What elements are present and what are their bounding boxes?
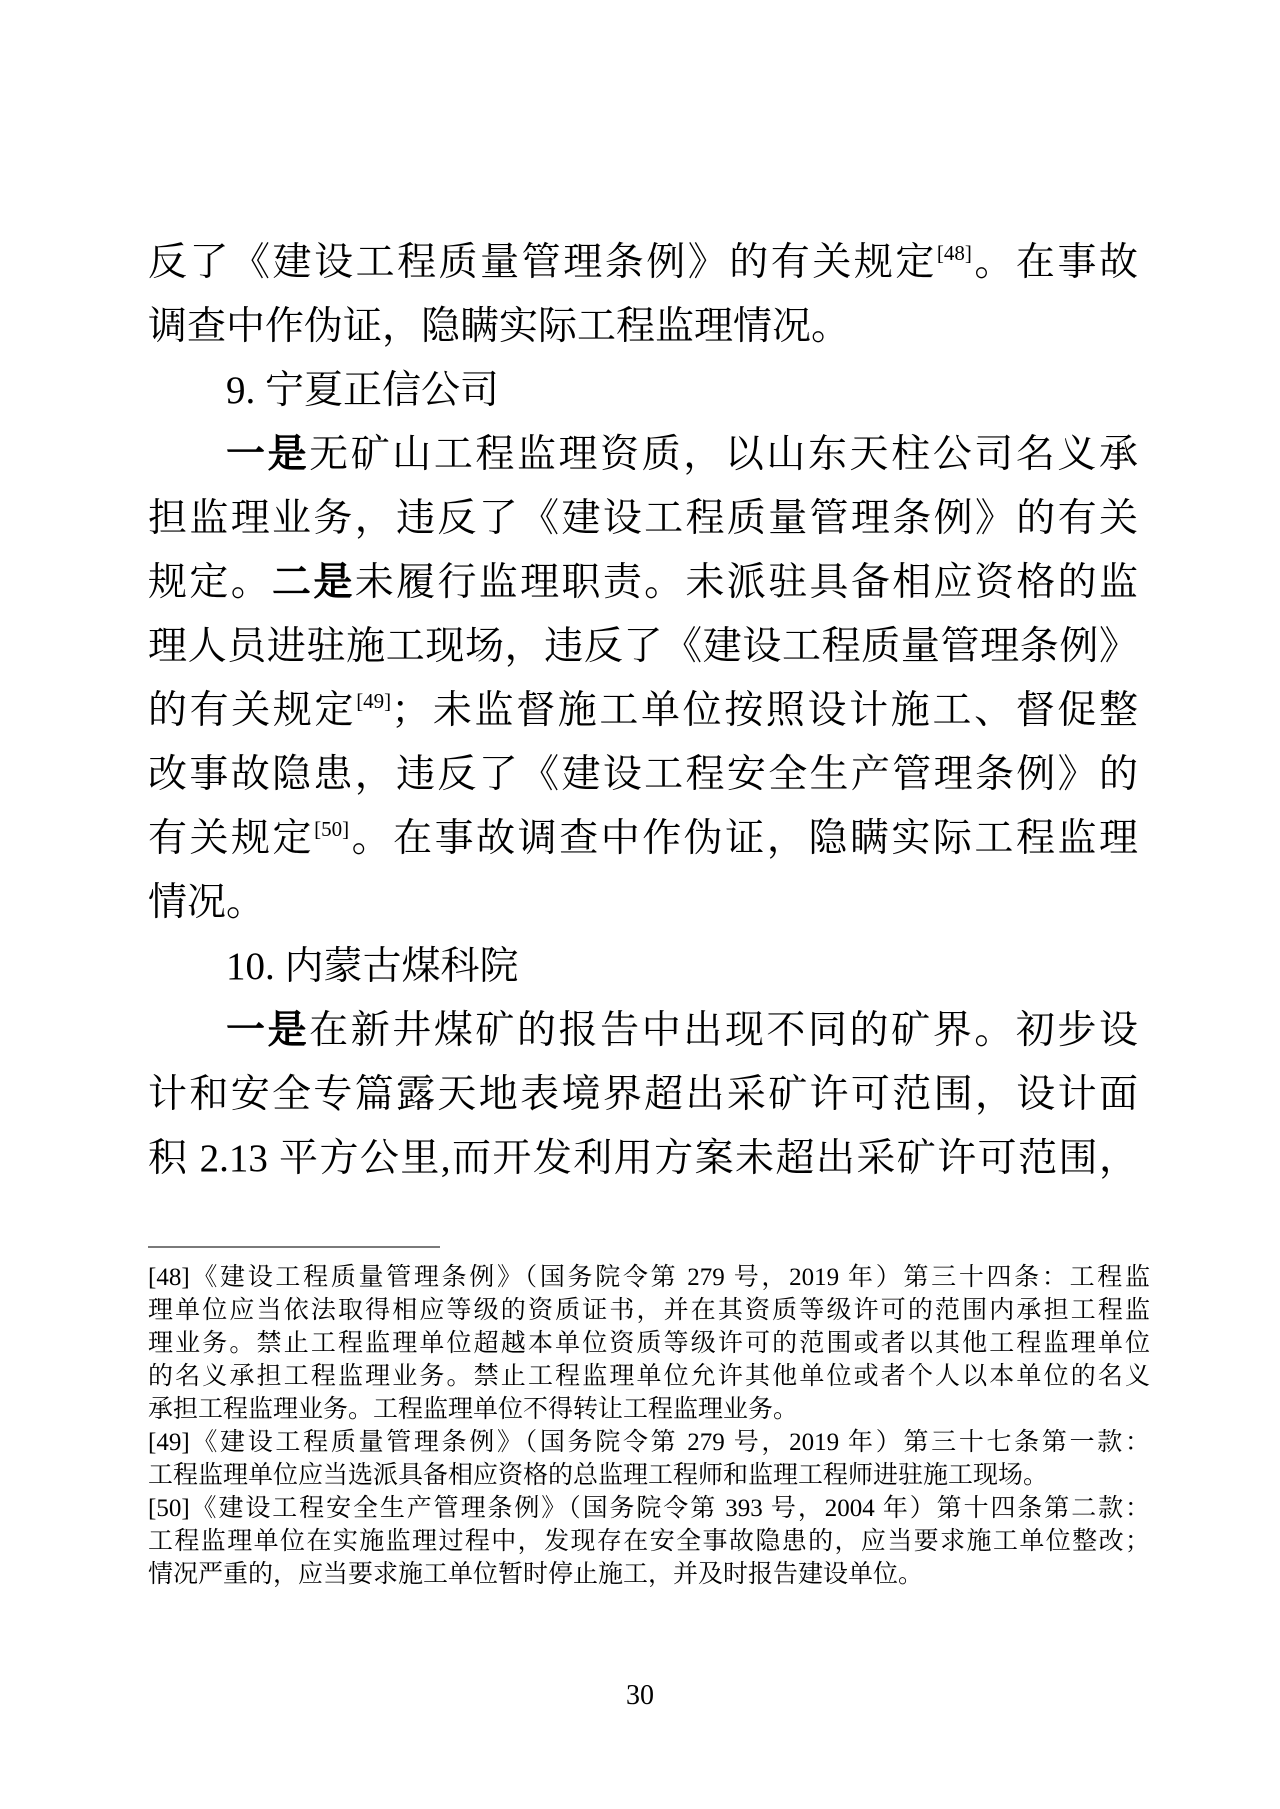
- text-segment: 反了《建设工程质量管理条例》的有关规定: [148, 241, 937, 284]
- body-text: [148, 231, 1138, 1191]
- text-segment: 无矿山工程监理资质，以山东天柱公司名义承: [309, 433, 1138, 476]
- footnotes: [148, 1261, 1150, 1591]
- body-line: [148, 1063, 1138, 1127]
- text-segment: 10. 内蒙古煤科院: [226, 945, 519, 988]
- text-segment: 改事故隐患，违反了《建设工程安全生产管理条例》的: [148, 753, 1138, 796]
- text-segment: 情况。: [148, 881, 266, 924]
- footnote-line: 理单位应当依法取得相应等级的资质证书，并在其资质等级许可的范围内承担工程监: [148, 1297, 1150, 1324]
- footnote-line: [49]《建设工程质量管理条例》（国务院令第 279 号，2019 年）第三十七条第一款：: [148, 1429, 1150, 1456]
- footnote-line: 的名义承担工程监理业务。禁止工程监理单位允许其他单位或者个人以本单位的名义: [148, 1363, 1150, 1390]
- body-line: [148, 423, 1138, 487]
- emphasis-text: 一是: [226, 433, 310, 476]
- body-line: [148, 615, 1138, 679]
- text-segment: 调查中作伪证，隐瞒实际工程监理情况。: [148, 305, 851, 348]
- body-line: [148, 359, 1138, 423]
- body-line: [148, 679, 1138, 743]
- text-segment: 。在事故调查中作伪证，隐瞒实际工程监理: [349, 817, 1138, 860]
- footnote-line: 工程监理单位应当选派具备相应资格的总监理工程师和监理工程师进驻施工现场。: [148, 1462, 1049, 1489]
- footnote-line: 承担工程监理业务。工程监理单位不得转让工程监理业务。: [148, 1396, 799, 1423]
- text-segment: 计和安全专篇露天地表境界超出采矿许可范围，设计面: [148, 1073, 1138, 1116]
- text-segment: 担监理业务，违反了《建设工程质量管理条例》的有关: [148, 497, 1138, 540]
- text-segment: ；未监督施工单位按照设计施工、督促整: [391, 689, 1138, 732]
- emphasis-text: 一是: [226, 1009, 310, 1052]
- footnote-line: 理业务。禁止工程监理单位超越本单位资质等级许可的范围或者以其他工程监理单位: [148, 1330, 1150, 1357]
- text-segment: 积 2.13 平方公里,而开发利用方案未超出采矿许可范围，: [148, 1137, 1138, 1180]
- footnote-line: [48]《建设工程质量管理条例》（国务院令第 279 号，2019 年）第三十四条：工程监: [148, 1264, 1150, 1291]
- footnote-ref: [50]: [314, 817, 350, 841]
- footnote-line: 情况严重的，应当要求施工单位暂时停止施工，并及时报告建设单位。: [148, 1561, 924, 1588]
- text-segment: 规定。: [148, 561, 273, 604]
- footnote-line: 工程监理单位在实施监理过程中，发现存在安全事故隐患的，应当要求施工单位整改；: [148, 1528, 1150, 1555]
- body-line: [148, 871, 1138, 935]
- body-line: [148, 1127, 1138, 1191]
- footnote-line: [50]《建设工程安全生产管理条例》（国务院令第 393 号，2004 年）第十四条第二款：: [148, 1495, 1150, 1522]
- body-line: [148, 487, 1138, 551]
- text-segment: 。在事故: [971, 241, 1138, 284]
- body-line: [148, 807, 1138, 871]
- text-segment: 9. 宁夏正信公司: [226, 369, 500, 412]
- body-line: [148, 999, 1138, 1063]
- body-line: [148, 295, 1138, 359]
- body-line: [148, 551, 1138, 615]
- footnote-ref: [49]: [356, 689, 392, 713]
- text-segment: 的有关规定: [148, 689, 357, 732]
- text-segment: 未履行监理职责。未派驻具备相应资格的监: [354, 561, 1138, 604]
- text-segment: 在新井煤矿的报告中出现不同的矿界。初步设: [309, 1009, 1138, 1052]
- page-number: 30: [626, 1680, 654, 1711]
- body-line: [148, 231, 1138, 295]
- text-segment: 有关规定: [148, 817, 315, 860]
- body-line: [148, 935, 1138, 999]
- emphasis-text: 二是: [272, 561, 355, 604]
- footnote-ref: [48]: [936, 241, 972, 265]
- text-segment: 理人员进驻施工现场，违反了《建设工程质量管理条例》: [148, 625, 1138, 668]
- body-line: [148, 743, 1138, 807]
- footnote-separator: [148, 1246, 440, 1248]
